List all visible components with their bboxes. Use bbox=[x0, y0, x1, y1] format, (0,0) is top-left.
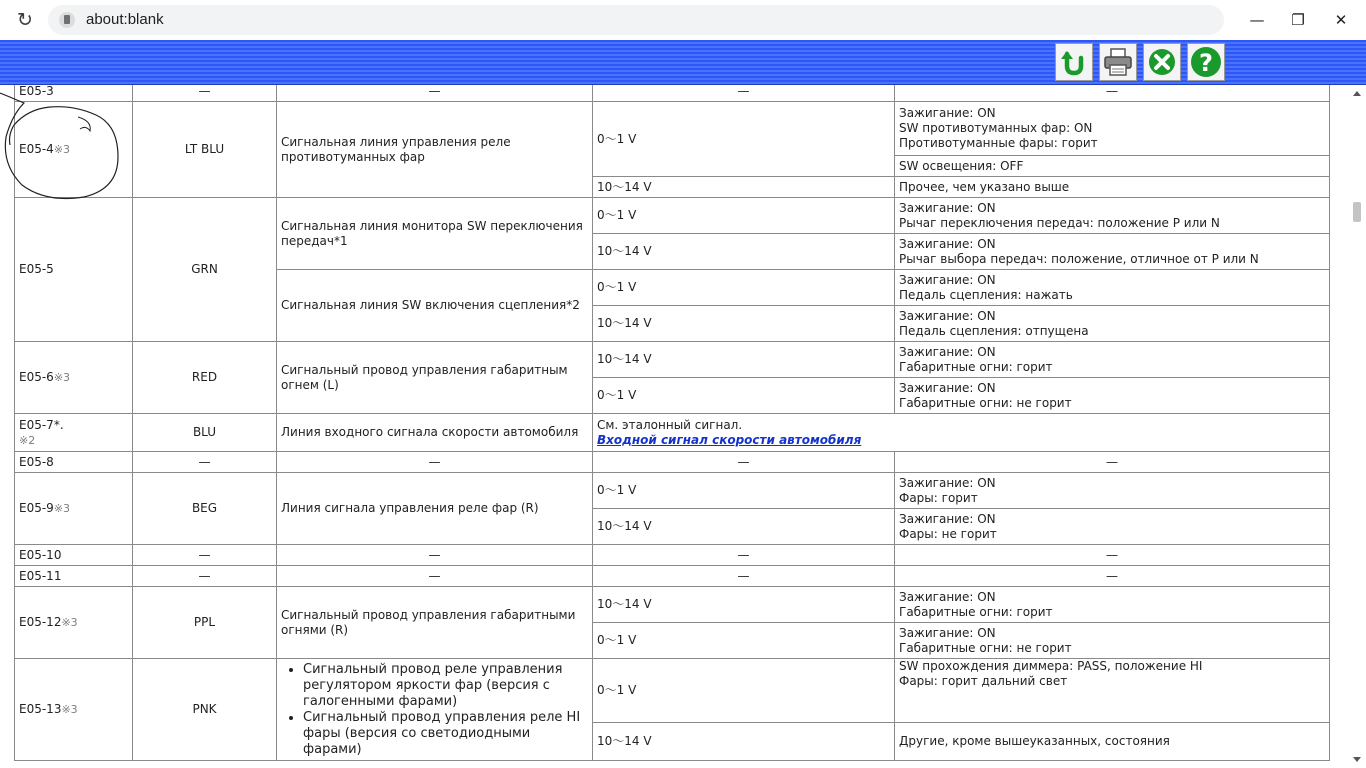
description-cell bbox=[277, 452, 593, 473]
vehicle-speed-signal-link[interactable]: Входной сигнал скорости автомобиля bbox=[597, 432, 862, 447]
terminal-note-mark: ※3 bbox=[53, 502, 71, 515]
wire-color: — bbox=[198, 454, 211, 469]
voltage-value: 0～1 V bbox=[597, 683, 637, 697]
wire-color: RED bbox=[191, 370, 218, 384]
condition-cell bbox=[895, 198, 1330, 234]
terminal-label: E05-9 bbox=[19, 501, 54, 515]
condition-text: Зажигание: ON Габаритные огни: горит bbox=[899, 589, 1053, 619]
condition-text: Зажигание: ON Рычаг переключения передач: положение P или N bbox=[899, 200, 1220, 230]
restore-button[interactable]: ❐ bbox=[1291, 11, 1305, 29]
wire-color-cell bbox=[133, 342, 277, 414]
page-icon bbox=[59, 12, 75, 28]
wire-color-cell bbox=[133, 566, 277, 587]
signal-description: Сигнальная линия управления реле противотуманных фар bbox=[281, 134, 511, 164]
condition-cell bbox=[895, 270, 1330, 306]
terminal-label: E05-13 bbox=[19, 702, 62, 716]
voltage-cell bbox=[593, 623, 895, 659]
wire-color-cell bbox=[133, 85, 277, 102]
table-row bbox=[15, 545, 1330, 566]
condition-text: Другие, кроме вышеуказанных, состояния bbox=[899, 734, 1170, 748]
table-row bbox=[15, 342, 1330, 378]
terminal-label: E05-3 bbox=[19, 85, 54, 98]
wire-color-cell bbox=[133, 414, 277, 452]
condition-text: — bbox=[1106, 568, 1118, 583]
condition-text: — bbox=[1106, 85, 1118, 98]
voltage-value: 0～1 V bbox=[597, 633, 637, 647]
wire-color: BLU bbox=[192, 425, 217, 439]
condition-cell bbox=[895, 566, 1330, 587]
scroll-thumb[interactable] bbox=[1353, 202, 1361, 222]
wire-color: LT BLU bbox=[184, 142, 225, 156]
condition-cell bbox=[895, 587, 1330, 623]
condition-cell bbox=[895, 342, 1330, 378]
condition-cell bbox=[895, 306, 1330, 342]
condition-cell bbox=[895, 177, 1330, 198]
condition-cell bbox=[895, 378, 1330, 414]
table-row bbox=[15, 587, 1330, 623]
signal-description: Сигнальный провод управления габаритными огнями (R) bbox=[281, 607, 576, 637]
voltage-cell bbox=[593, 102, 895, 177]
condition-cell bbox=[895, 623, 1330, 659]
terminal-note-mark: ※3 bbox=[61, 616, 78, 629]
wire-color: PPL bbox=[193, 615, 216, 629]
voltage-value: 0～1 V bbox=[597, 208, 637, 222]
condition-text: Зажигание: ON Рычаг выбора передач: положение, отличное от P или N bbox=[899, 236, 1259, 266]
reload-icon[interactable]: ↻ bbox=[17, 9, 33, 31]
voltage-cell bbox=[593, 509, 895, 545]
condition-text: Зажигание: ON Фары: горит bbox=[899, 475, 996, 505]
table-row bbox=[15, 198, 1330, 234]
terminal-label: E05-10 bbox=[19, 547, 62, 562]
terminal-cell bbox=[15, 545, 133, 566]
description-cell bbox=[277, 342, 593, 414]
voltage-value: — bbox=[737, 568, 750, 583]
scroll-down-arrow[interactable] bbox=[1353, 757, 1361, 762]
wire-color-cell bbox=[133, 452, 277, 473]
voltage-value: 0～1 V bbox=[597, 483, 637, 497]
signal-description: Сигнальный провод управления габаритным огнем (L) bbox=[281, 362, 568, 392]
terminal-label: E05-11 bbox=[19, 568, 62, 583]
wire-color: — bbox=[198, 85, 211, 98]
condition-cell bbox=[895, 659, 1330, 723]
wire-color-cell bbox=[133, 545, 277, 566]
address-bar[interactable] bbox=[48, 5, 1224, 35]
terminal-cell bbox=[15, 102, 133, 198]
address-text[interactable]: about:blank bbox=[86, 11, 164, 28]
back-button[interactable] bbox=[1055, 43, 1093, 81]
voltage-cell bbox=[593, 342, 895, 378]
voltage-cell bbox=[593, 473, 895, 509]
exit-button[interactable] bbox=[1143, 43, 1181, 81]
table-row bbox=[15, 566, 1330, 587]
voltage-value: 10～14 V bbox=[597, 519, 652, 533]
terminal-cell bbox=[15, 659, 133, 761]
signal-description: Линия сигнала управления реле фар (R) bbox=[281, 501, 539, 515]
wire-color-cell bbox=[133, 473, 277, 545]
voltage-cell bbox=[593, 723, 895, 761]
voltage-cell bbox=[593, 566, 895, 587]
condition-text: — bbox=[1106, 547, 1118, 562]
browser-bar bbox=[0, 0, 1366, 40]
manual-content bbox=[0, 85, 1348, 768]
condition-cell bbox=[895, 545, 1330, 566]
signal-description: Сигнальная линия SW включения сцепления*2 bbox=[281, 298, 580, 312]
voltage-cell bbox=[593, 270, 895, 306]
condition-text: Зажигание: ON Габаритные огни: не горит bbox=[899, 380, 1072, 410]
description-bullet-list bbox=[281, 662, 588, 758]
condition-text: — bbox=[1106, 454, 1118, 469]
reference-text: См. эталонный сигнал. bbox=[597, 417, 743, 432]
description-cell bbox=[277, 473, 593, 545]
voltage-cell bbox=[593, 234, 895, 270]
condition-text: Зажигание: ON Фары: не горит bbox=[899, 511, 997, 541]
condition-cell bbox=[895, 723, 1330, 761]
condition-cell bbox=[895, 156, 1330, 177]
condition-cell bbox=[895, 85, 1330, 102]
wire-color: GRN bbox=[191, 262, 218, 276]
description-bullet: • Сигнальный провод управления реле HI фары (версия со светодиодными фарами) bbox=[303, 710, 588, 758]
terminal-cell bbox=[15, 198, 133, 342]
condition-text: Зажигание: ON Педаль сцепления: нажать bbox=[899, 272, 1073, 302]
voltage-value: — bbox=[737, 454, 750, 469]
description-cell bbox=[277, 102, 593, 198]
terminal-cell bbox=[15, 473, 133, 545]
terminal-cell bbox=[15, 342, 133, 414]
terminal-label: E05-7*. bbox=[19, 417, 64, 432]
signal-description: Линия входного сигнала скорости автомобиля bbox=[281, 425, 579, 439]
description-cell bbox=[277, 587, 593, 659]
description-cell bbox=[277, 659, 593, 761]
voltage-value: 10～14 V bbox=[597, 179, 652, 194]
minimize-button[interactable]: — bbox=[1249, 11, 1265, 29]
wire-color-cell bbox=[133, 102, 277, 198]
terminal-cell bbox=[15, 566, 133, 587]
svg-text:?: ? bbox=[1199, 49, 1213, 77]
voltage-cell bbox=[593, 659, 895, 723]
voltage-value: 10～14 V bbox=[597, 352, 652, 366]
condition-text: Прочее, чем указано выше bbox=[899, 179, 1070, 194]
voltage-value: — bbox=[737, 547, 750, 562]
terminal-label: E05-12 bbox=[19, 615, 62, 629]
description-bullet: • Сигнальный провод реле управления регулятором яркости фар (версия с галогенными фарами) bbox=[303, 662, 588, 710]
voltage-cell bbox=[593, 452, 895, 473]
condition-text: SW освещения: OFF bbox=[899, 158, 1024, 173]
description-cell bbox=[277, 198, 593, 270]
terminal-note-mark: ※3 bbox=[61, 703, 78, 716]
voltage-cell bbox=[593, 177, 895, 198]
terminal-cell bbox=[15, 452, 133, 473]
reference-cell bbox=[593, 414, 1330, 452]
description-cell bbox=[277, 545, 593, 566]
back-icon bbox=[1056, 44, 1092, 80]
voltage-value: 0～1 V bbox=[597, 388, 637, 402]
signal-description: — bbox=[428, 568, 441, 583]
help-icon bbox=[1188, 44, 1224, 80]
wire-color: — bbox=[198, 568, 211, 583]
window-close-button[interactable]: ✕ bbox=[1334, 11, 1348, 29]
table-row bbox=[15, 452, 1330, 473]
signal-description: — bbox=[428, 85, 441, 98]
wire-color-cell bbox=[133, 198, 277, 342]
condition-text: Зажигание: ON SW противотуманных фар: ON Противотуманные фары: горит bbox=[899, 106, 1098, 150]
vertical-scrollbar[interactable] bbox=[1348, 85, 1366, 768]
voltage-cell bbox=[593, 545, 895, 566]
voltage-cell bbox=[593, 306, 895, 342]
wire-color: BEG bbox=[191, 501, 218, 515]
wire-color: PNK bbox=[192, 702, 217, 716]
signal-description: — bbox=[428, 454, 441, 469]
voltage-cell bbox=[593, 198, 895, 234]
voltage-cell bbox=[593, 587, 895, 623]
condition-cell bbox=[895, 234, 1330, 270]
condition-cell bbox=[895, 452, 1330, 473]
description-cell bbox=[277, 566, 593, 587]
help-button[interactable] bbox=[1187, 43, 1225, 81]
table-row bbox=[15, 414, 1330, 452]
condition-text: SW прохождения диммера: PASS, положение HI Фары: горит дальний свет bbox=[899, 659, 1203, 688]
voltage-value: — bbox=[737, 85, 750, 98]
terminal-note-mark: ※2 bbox=[19, 433, 36, 447]
printer-icon bbox=[1100, 44, 1136, 80]
condition-text: Зажигание: ON Габаритные огни: не горит bbox=[899, 625, 1072, 655]
condition-cell bbox=[895, 102, 1330, 156]
terminal-table bbox=[14, 85, 1330, 761]
print-button[interactable] bbox=[1099, 43, 1137, 81]
condition-text: Зажигание: ON Габаритные огни: горит bbox=[899, 344, 1053, 374]
description-cell bbox=[277, 414, 593, 452]
voltage-value: 10～14 V bbox=[597, 316, 652, 330]
voltage-value: 0～1 V bbox=[597, 280, 637, 294]
table-row bbox=[15, 102, 1330, 156]
close-icon bbox=[1144, 44, 1180, 80]
condition-text: Зажигание: ON Педаль сцепления: отпущена bbox=[899, 308, 1089, 338]
condition-cell bbox=[895, 509, 1330, 545]
signal-description: — bbox=[428, 547, 441, 562]
wire-color-cell bbox=[133, 659, 277, 761]
terminal-note-mark: ※3 bbox=[53, 371, 71, 384]
signal-description: Сигнальная линия монитора SW переключения передач*1 bbox=[281, 218, 583, 248]
voltage-value: 10～14 V bbox=[597, 597, 652, 611]
description-cell bbox=[277, 85, 593, 102]
voltage-value: 10～14 V bbox=[597, 244, 652, 258]
scroll-up-arrow[interactable] bbox=[1353, 91, 1361, 96]
terminal-cell bbox=[15, 85, 133, 102]
voltage-value: 0～1 V bbox=[597, 131, 637, 146]
table-row bbox=[15, 473, 1330, 509]
terminal-label: E05-6 bbox=[19, 370, 54, 384]
table-row bbox=[15, 85, 1330, 102]
voltage-cell bbox=[593, 85, 895, 102]
description-cell bbox=[277, 270, 593, 342]
voltage-value: 10～14 V bbox=[597, 734, 652, 748]
terminal-cell bbox=[15, 587, 133, 659]
terminal-note-mark: ※3 bbox=[53, 143, 71, 156]
terminal-label: E05-8 bbox=[19, 454, 54, 469]
manual-toolbar bbox=[0, 40, 1366, 85]
table-row bbox=[15, 659, 1330, 723]
wire-color: — bbox=[198, 547, 211, 562]
voltage-cell bbox=[593, 378, 895, 414]
terminal-cell bbox=[15, 414, 133, 452]
terminal-label: E05-5 bbox=[19, 262, 54, 276]
terminal-label: E05-4 bbox=[19, 142, 54, 156]
condition-cell bbox=[895, 473, 1330, 509]
wire-color-cell bbox=[133, 587, 277, 659]
